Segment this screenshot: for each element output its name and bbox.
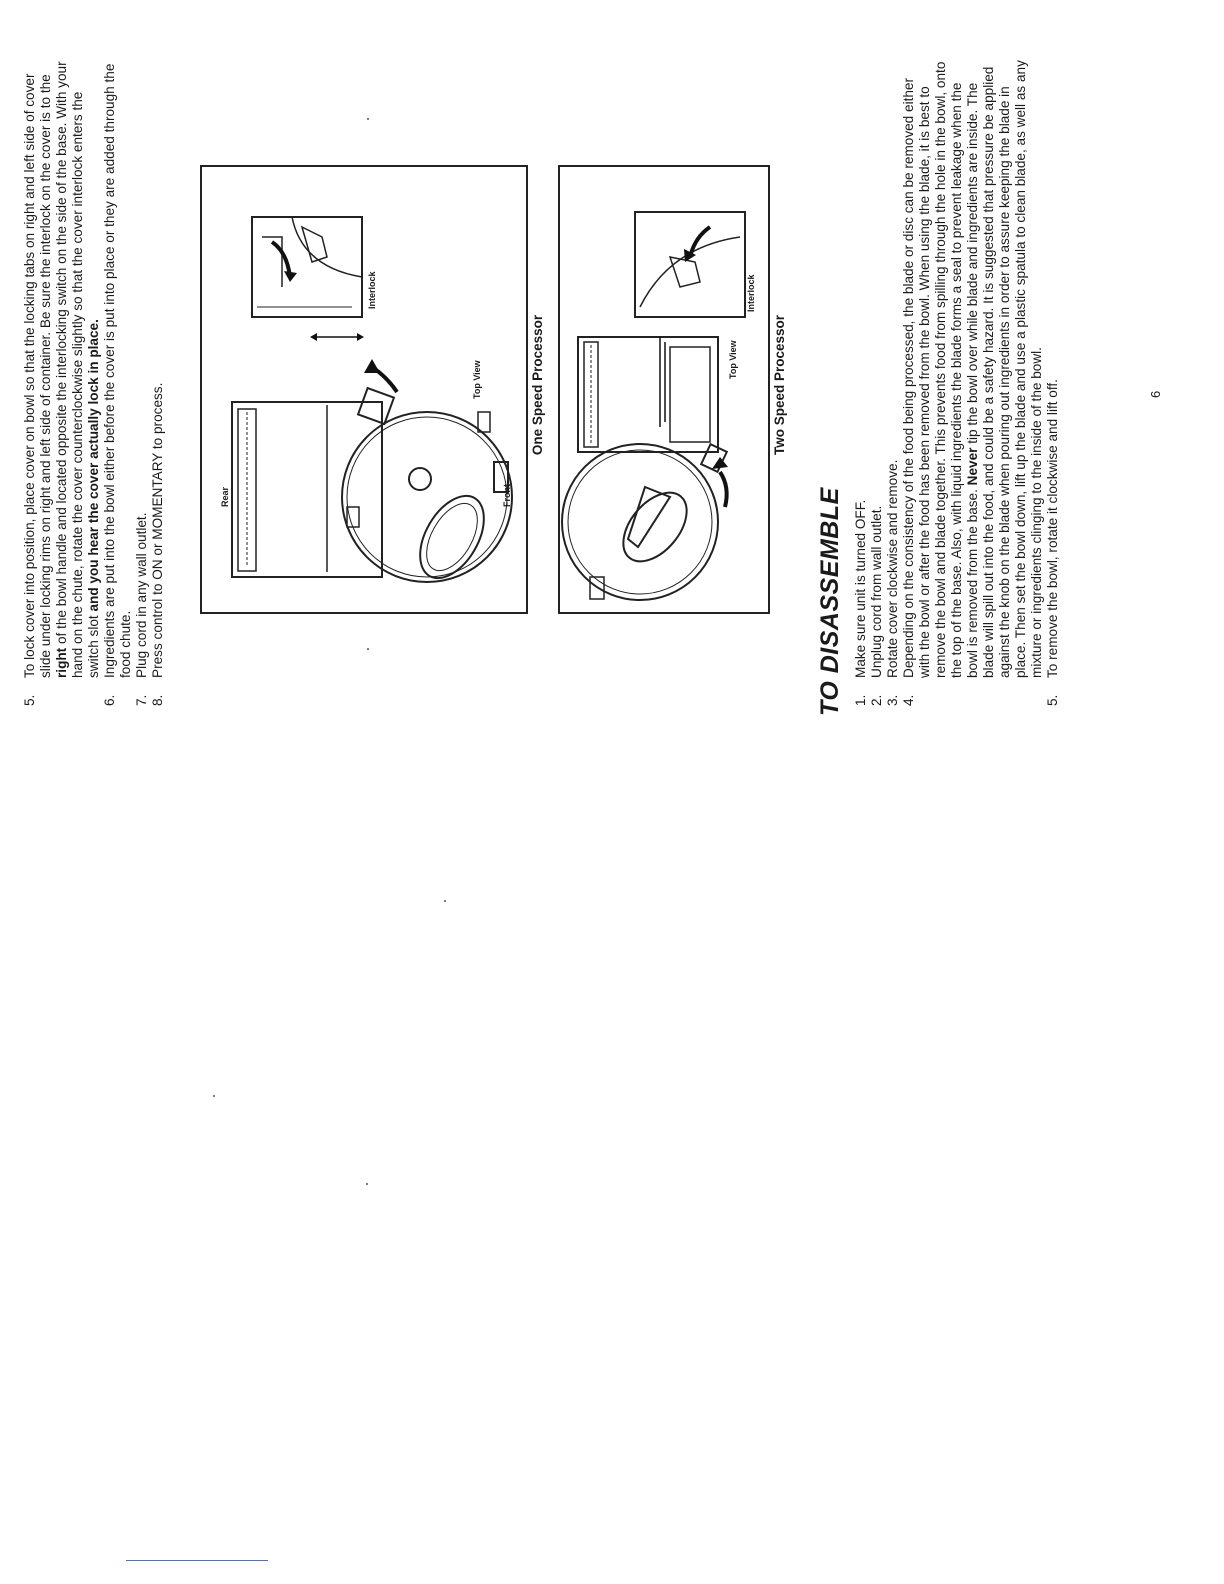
two-speed-bowl xyxy=(562,444,718,600)
two-speed-diagram xyxy=(560,167,768,612)
two-speed-base xyxy=(578,337,718,452)
scan-edge-line xyxy=(126,1560,268,1561)
one-speed-topview-label: Top View xyxy=(472,360,482,399)
disassemble-step xyxy=(901,56,1045,706)
disassemble-step-number: 4. xyxy=(901,694,916,706)
assemble-step xyxy=(102,56,134,706)
disassemble-step-text: Make sure unit is turned OFF. xyxy=(853,499,868,678)
one-speed-interlock-label: Interlock xyxy=(367,271,377,309)
disassemble-heading-block xyxy=(816,416,845,716)
one-speed-rear-label: Rear xyxy=(220,486,230,507)
two-speed-interlock-label: Interlock xyxy=(746,274,756,312)
assemble-step-number: 5. xyxy=(22,694,37,706)
assemble-step-text: Ingredients are put into the bowl either before the cover is put into place or they are added through the food chute. xyxy=(102,63,133,678)
assemble-step xyxy=(150,56,166,706)
one-speed-interlock-inset xyxy=(252,217,362,317)
disassemble-step xyxy=(885,56,901,706)
one-speed-base xyxy=(232,402,382,577)
one-speed-interlock-tab xyxy=(358,388,394,424)
disassemble-step xyxy=(1045,56,1061,706)
disassemble-step-text: To remove the bowl, rotate it clockwise and lift off. xyxy=(1045,379,1060,678)
disassemble-step-number: 1. xyxy=(853,694,868,706)
two-speed-topview-label: Top View xyxy=(728,340,738,379)
two-speed-figure xyxy=(558,165,770,614)
assemble-step xyxy=(22,56,102,706)
disassemble-step xyxy=(869,56,885,706)
page-number: 6 xyxy=(1148,390,1163,398)
assemble-step-text: To lock cover into position, place cover on bowl so that the locking tabs on right and left side of cover slide under locking rims on right and left side of container. Be sure the interlock on the cover is to the right of the bowl handle and located opposite the interlocking switch on the side of the base. With your hand on the chute, rotate the cover counterclockwise slightly so that the cover interlock enters the switch slot and you hear the cover actually lock in place. xyxy=(22,61,101,678)
assemble-steps-list xyxy=(22,56,166,706)
disassemble-step-number: 3. xyxy=(885,694,900,706)
disassemble-step-text: Unplug cord from wall outlet. xyxy=(869,505,884,678)
one-speed-front-label: Front xyxy=(502,484,512,507)
two-speed-interlock-inset xyxy=(635,212,745,317)
disassemble-step-number: 2. xyxy=(869,694,884,706)
two-speed-chute xyxy=(611,481,699,573)
disassemble-steps-block xyxy=(853,56,1061,706)
assemble-step-number: 7. xyxy=(134,694,149,706)
disassemble-step-text: Depending on the consistency of the food being processed, the blade or disc can be removed either with the bowl or after the food has been removed from the bowl. When using the blade, it is best to remove the bowl and blade together. This prevents food from spilling through the hole in the bowl, onto the top of the base. Also, with liquid ingredients the blade forms a seal to prevent leakage when the bowl is removed from the base. Never tip the bowl over while blade and ingredients are inside. The blade will spill out into the food, and could be a safety hazard. It is suggested that pressure be applied against the knob on the blade when pouring out ingredients in order to assure keeping the blade in place. Then set the bowl down, lift up the blade and use a plastic spatula to clean blade, as well as any mixture or ingredients clinging to the inside of the bowl. xyxy=(901,60,1044,678)
one-speed-figure xyxy=(200,165,528,614)
disassemble-step-number: 5. xyxy=(1045,694,1060,706)
one-speed-caption: One Speed Processor xyxy=(530,314,545,456)
disassemble-steps-list xyxy=(853,56,1061,706)
two-speed-caption: Two Speed Processor xyxy=(772,314,787,456)
assemble-step-text: Press control to ON or MOMENTARY to process. xyxy=(150,382,165,678)
assemble-step-number: 6. xyxy=(102,694,117,706)
assemble-step xyxy=(134,56,150,706)
assemble-step-number: 8. xyxy=(150,694,165,706)
disassemble-step-text: Rotate cover clockwise and remove. xyxy=(885,459,900,678)
assemble-step-text: Plug cord in any wall outlet. xyxy=(134,512,149,678)
disassemble-heading: TO DISASSEMBLE xyxy=(816,487,844,716)
one-speed-chute xyxy=(407,485,497,589)
assemble-steps-block xyxy=(22,56,166,706)
disassemble-step xyxy=(853,56,869,706)
